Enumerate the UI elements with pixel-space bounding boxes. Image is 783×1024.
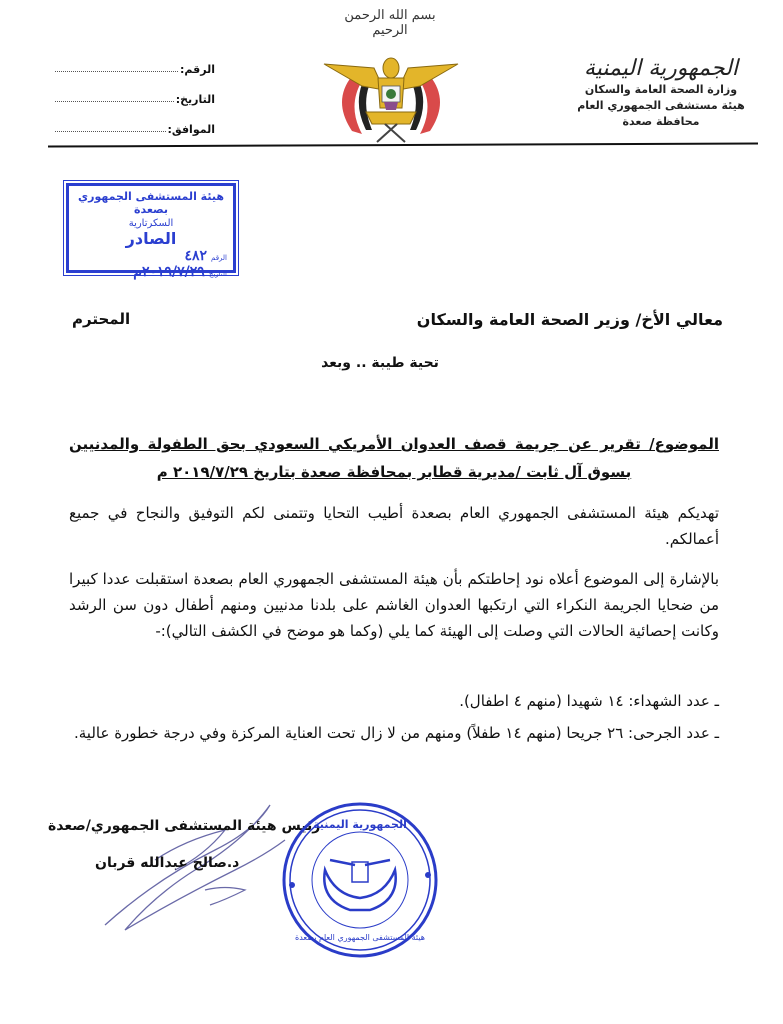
org-title: الجمهورية اليمنية [583, 56, 739, 81]
yemen-coat-of-arms-icon [322, 46, 460, 144]
round-stamp-top-text: الجمهورية اليمنية [313, 818, 407, 831]
stamp-date-row [69, 264, 233, 280]
stamp-number-label: الرقم [211, 254, 227, 262]
outgoing-registry-stamp [66, 183, 236, 280]
ref-number-row [55, 46, 215, 76]
ref-date-label: التاريخ: [175, 93, 215, 106]
org-governorate: محافظة صعدة [622, 115, 700, 128]
round-stamp-bottom-text: هيئة المستشفى الجمهوري العام بصعدة [295, 933, 425, 942]
ref-corresponding-line [55, 130, 166, 132]
casualty-item-wounded: ـ عدد الجرحى: ٢٦ جريحا (منهم ١٤ طفلاً) ومنهم من لا زال تحت العناية المركزة وفي درجة خطورة عالية. [74, 724, 719, 742]
ref-date-line [55, 100, 174, 102]
org-hospital: هيئة مستشفى الجمهوري العام [577, 99, 745, 112]
casualty-item-martyrs: ـ عدد الشهداء: ١٤ شهيدا (منهم ٤ اطفال). [459, 692, 719, 710]
ref-number-line [55, 70, 178, 72]
casualty-list [69, 688, 719, 746]
ref-date-row [55, 76, 215, 106]
reference-fields [55, 46, 215, 136]
stamp-outgoing-label: الصادر [125, 229, 177, 248]
stamp-date-value: ٢٠١٩/٧/٢٩م [133, 264, 205, 280]
official-round-stamp-icon [280, 800, 440, 960]
ref-corresponding-row [55, 106, 215, 136]
stamp-number-row [69, 248, 233, 264]
stamp-department: السكرتارية [128, 218, 174, 229]
org-ministry: وزارة الصحة العامة والسكان [584, 83, 738, 96]
ref-corresponding-label: الموافق: [167, 123, 215, 136]
ref-number-label: الرقم: [180, 63, 215, 76]
letter-greeting: تحية طيبة .. وبعد [321, 355, 439, 371]
stamp-org: هيئة المستشفى الجمهوري بصعدة [78, 190, 224, 216]
letter-honorific: المحترم [72, 310, 131, 328]
header-divider [48, 142, 758, 147]
letter-paragraph-intro: تهديكم هيئة المستشفى الجمهوري العام بصعدة أطيب التحايا وتتمنى لكم التوفيق والنجاح في جميع أعمالكم. [69, 504, 719, 548]
signatory-title: رئيس هيئة المستشفى الجمهوري/صعدة [48, 818, 321, 834]
organization-letterhead [561, 56, 761, 130]
stamp-date-label: التاريخ [208, 270, 227, 278]
letter-paragraph-body: بالإشارة إلى الموضوع أعلاه نود إحاطتكم بأن هيئة المستشفى الجمهوري العام بصعدة استقبلت عددا كبيرا من ضحايا الجريمة النكراء التي ارتكبها العدوان الغاشم على بلدنا مدنيين ومنهم أطفال دون سن الرشد وكانت إحصائية الحالات التي وصلت إلى الهيئة كما يلي (وكما هو موضح في الكشف التالي):- [69, 570, 719, 640]
signatory-name: د.صالح عبدالله قربان [95, 855, 240, 871]
letter-addressee: معالي الأخ/ وزير الصحة العامة والسكان [416, 310, 723, 329]
letter-subject: الموضوع/ تقرير عن جريمة قصف العدوان الأمريكي السعودي بحق الطفولة والمدنيين بسوق آل ثابت /مديرية قطابر بمحافظة صعدة بتاريخ ٢٠١٩/٧/٢٩ م [69, 435, 719, 481]
basmala-header: بسم الله الرحمن الرحيم [344, 8, 436, 38]
stamp-number-value: ٤٨٢ [184, 248, 208, 264]
